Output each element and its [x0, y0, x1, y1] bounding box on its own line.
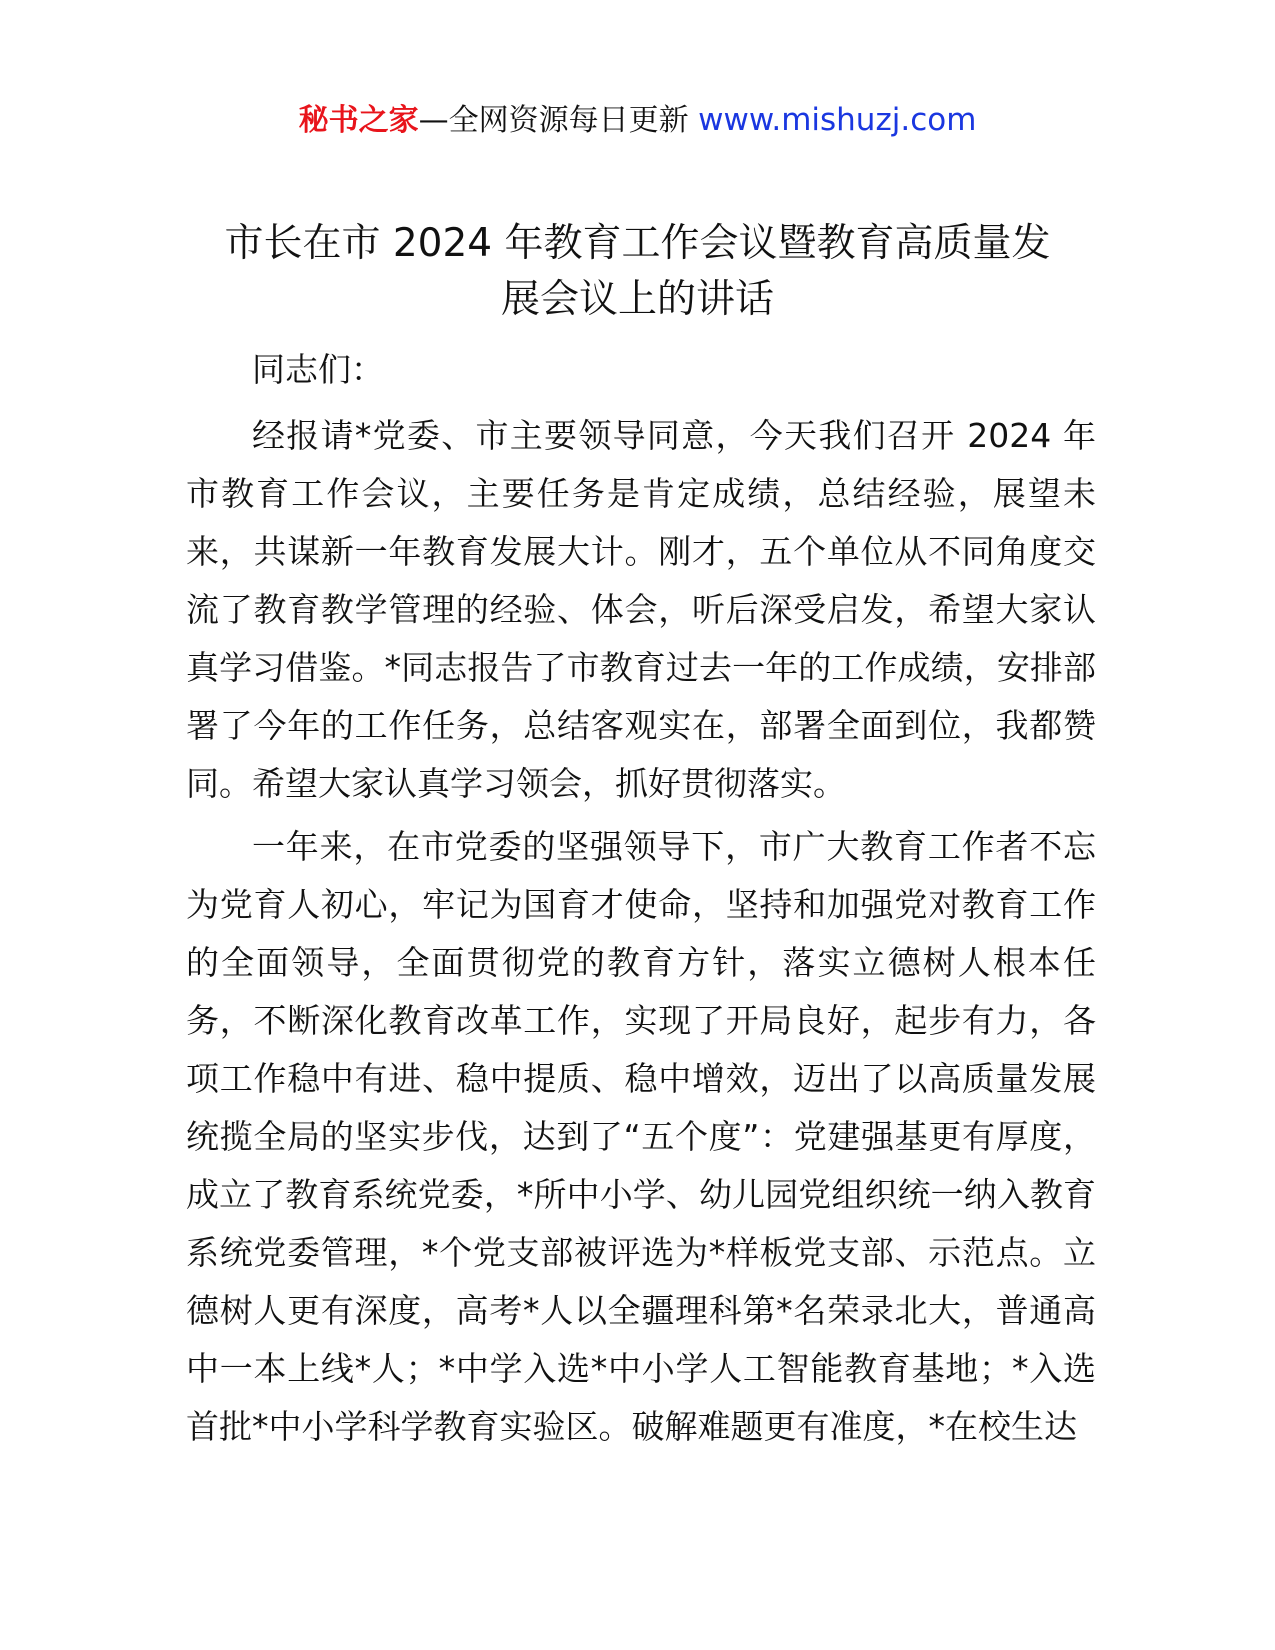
document-title-line-2: 展会议上的讲话	[500, 277, 774, 322]
site-tagline: —全网资源每日更新	[418, 103, 699, 138]
document-title	[150, 216, 1125, 328]
site-header	[0, 98, 1275, 143]
paragraph-2: 一年来，在市党委的坚强领导下，市广大教育工作者不忘为党育人初心，牢记为国育才使命，坚持和加强党对教育工作的全面领导，全面贯彻党的教育方针，落实立德树人根本任务，不断深化教育改革工作，实现了开局良好，起步有力，各项工作稳中有进、稳中提质、稳中增效，迈出了以高质量发展统揽全局的坚实步伐，达到了“五个度”：党建强基更有厚度，成立了教育系统党委，*所中小学、幼儿园党组织统一纳入教育系统党委管理，*个党支部被评选为*样板党支部、示范点。立德树人更有深度，高考*人以全疆理科第*名荣录北大，普通高中一本上线*人；*中学入选*中小学人工智能教育基地；*入选首批*中小学科学教育实验区。破解难题更有准度，*在校生达	[186, 827, 1096, 1446]
salutation: 同志们：	[252, 350, 384, 389]
brand-name: 秘书之家	[298, 103, 419, 138]
document-body	[186, 341, 1096, 1461]
site-url-link[interactable]: www.mishuzj.com	[698, 102, 977, 138]
paragraph-1: 经报请*党委、市主要领导同意，今天我们召开 2024 年市教育工作会议，主要任务是肯定成绩，总结经验，展望未来，共谋新一年教育发展大计。刚才，五个单位从不同角度交流了教育教学管理的经验、体会，听后深受启发，希望大家认真学习借鉴。*同志报告了市教育过去一年的工作成绩，安排部署了今年的工作任务，总结客观实在，部署全面到位，我都赞同。希望大家认真学习领会，抓好贯彻落实。	[186, 416, 1096, 803]
document-title-line-1: 市长在市 2024 年教育工作会议暨教育高质量发	[224, 221, 1051, 266]
